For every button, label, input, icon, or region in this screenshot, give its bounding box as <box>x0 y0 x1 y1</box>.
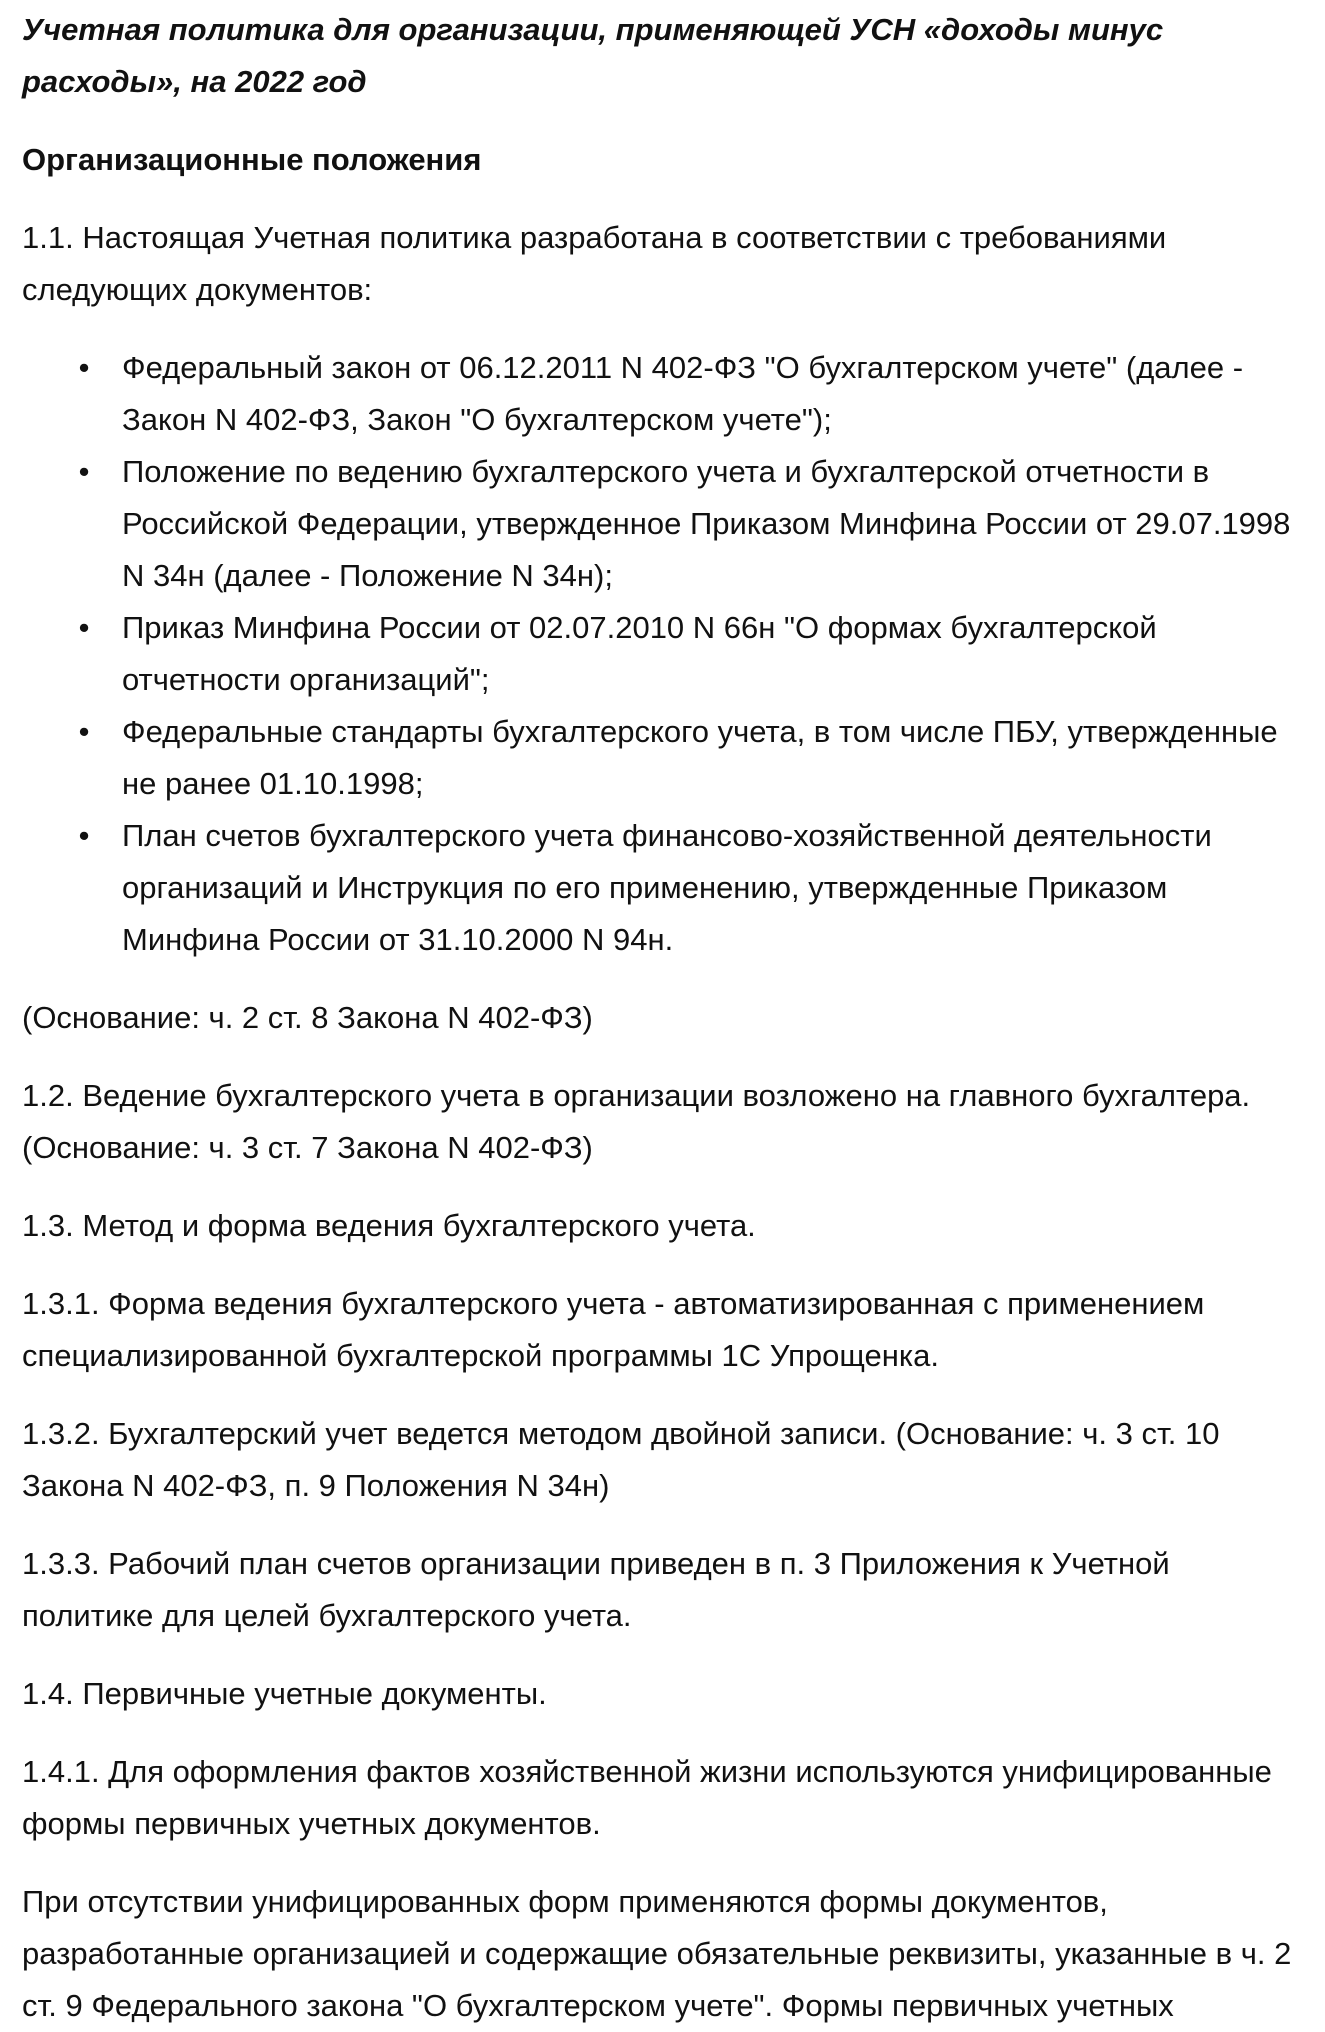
regulations-list <box>22 342 1302 966</box>
paragraph-1-4: 1.4. Первичные учетные документы. <box>22 1676 547 1711</box>
paragraph-1-3-2: 1.3.2. Бухгалтерский учет ведется методом двойной записи. (Основание: ч. 3 ст. 10 Закона N 402-ФЗ, п. 9 Положения N 34н) <box>22 1416 1220 1503</box>
bullet-icon: • <box>78 714 90 749</box>
list-item <box>22 342 1302 446</box>
paragraph-absence-forms: При отсутствии унифицированных форм применяются формы документов, разработанные организацией и содержащие обязательные реквизиты, указанные в ч. 2 ст. 9 Федерального закона "О бухгалтерском учете". Формы первичных учетных <box>22 1884 1292 2023</box>
paragraph-1-3: 1.3. Метод и форма ведения бухгалтерского учета. <box>22 1208 756 1243</box>
list-item <box>22 706 1302 810</box>
paragraph-1-1: 1.1. Настоящая Учетная политика разработана в соответствии с требованиями следующих документов: <box>22 220 1167 307</box>
paragraph-1-4-1: 1.4.1. Для оформления фактов хозяйственной жизни используются унифицированные формы первичных учетных документов. <box>22 1754 1272 1841</box>
paragraph-1-3-3: 1.3.3. Рабочий план счетов организации приведен в п. 3 Приложения к Учетной политике для целей бухгалтерского учета. <box>22 1546 1170 1633</box>
basis-note-1-1: (Основание: ч. 2 ст. 8 Закона N 402-ФЗ) <box>22 1000 593 1035</box>
list-item-text: План счетов бухгалтерского учета финансово-хозяйственной деятельности организаций и Инструкция по его применению, утвержденные Приказом Минфина России от 31.10.2000 N 94н. <box>122 818 1212 957</box>
section-heading: Организационные положения <box>22 142 482 177</box>
list-item <box>22 446 1302 602</box>
list-item-text: Федеральные стандарты бухгалтерского учета, в том числе ПБУ, утвержденные не ранее 01.10.1998; <box>122 714 1278 801</box>
paragraph-1-2: 1.2. Ведение бухгалтерского учета в организации возложено на главного бухгалтера. (Основание: ч. 3 ст. 7 Закона N 402-ФЗ) <box>22 1078 1251 1165</box>
bullet-icon: • <box>78 610 90 645</box>
list-item-text: Федеральный закон от 06.12.2011 N 402-ФЗ "О бухгалтерском учете" (далее - Закон N 402-ФЗ, Закон "О бухгалтерском учете"); <box>122 350 1244 437</box>
list-item-text: Положение по ведению бухгалтерского учета и бухгалтерской отчетности в Российской Федерации, утвержденное Приказом Минфина России от 29.07.1998 N 34н (далее - Положение N 34н); <box>122 454 1291 593</box>
document-title: Учетная политика для организации, применяющей УСН «доходы минус расходы», на 2022 год <box>22 12 1164 99</box>
bullet-icon: • <box>78 454 90 489</box>
bullet-icon: • <box>78 818 90 853</box>
list-item <box>22 810 1302 966</box>
list-item-text: Приказ Минфина России от 02.07.2010 N 66н "О формах бухгалтерской отчетности организаций"; <box>122 610 1157 697</box>
bullet-icon: • <box>78 350 90 385</box>
list-item <box>22 602 1302 706</box>
paragraph-1-3-1: 1.3.1. Форма ведения бухгалтерского учета - автоматизированная с применением специализированной бухгалтерской программы 1С Упрощенка. <box>22 1286 1205 1373</box>
